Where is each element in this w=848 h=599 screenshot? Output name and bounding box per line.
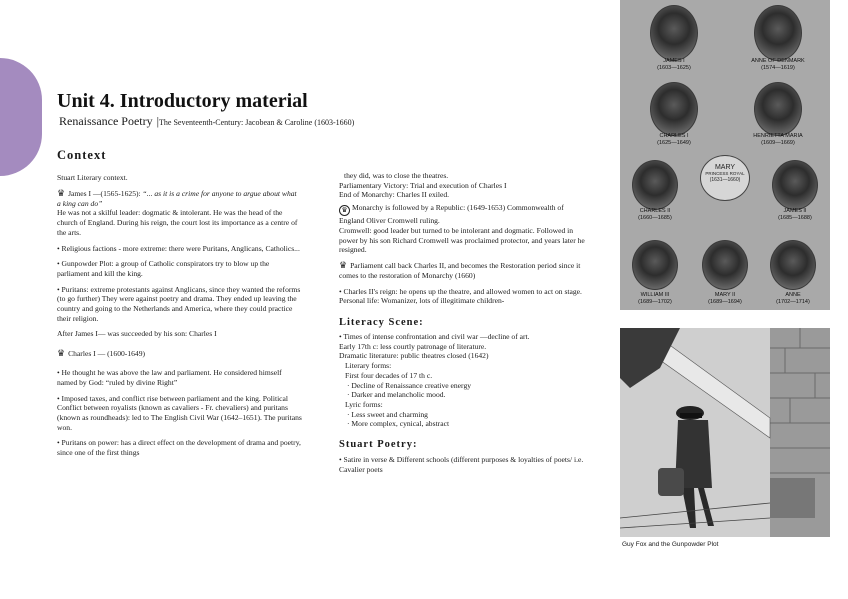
- stuart-poetry-line: • Satire in verse & Different schools (different purposes & loyalties of poets/ i.e. Cavalier poets: [339, 455, 584, 474]
- literacy-line: • Times of intense confrontation and civil war —decline of art.: [339, 332, 530, 342]
- james-quote: “... as it is a crime for anyone to argue about what a king can do”: [57, 188, 297, 208]
- succession-text: After James I— was succeeded by his son: Charles I: [57, 329, 217, 339]
- page-subtitle: [59, 112, 354, 130]
- stuart-family-portraits: [620, 0, 830, 310]
- label-mary-ii: MARY II (1689—1694): [708, 292, 742, 305]
- label-william-iii: WILLIAM III (1689—1702): [638, 292, 672, 305]
- republic-text: ♛ Monarchy is followed by a Republic: (1649-1653) Commonwealth of England Oliver Cromwell ruling.: [339, 203, 564, 226]
- crown-icon: ♛: [57, 349, 66, 360]
- crown-icon: ♛: [57, 188, 66, 199]
- gunpowder-plot-engraving: [620, 328, 830, 537]
- literacy-line: Literary forms:: [345, 361, 392, 371]
- label-mary-princess-royal: MARY PRINCESS ROYAL (1631—1660): [700, 155, 750, 201]
- portrait-james-ii: [772, 160, 818, 210]
- james-heading: ♛ James I —(1565-1625): “... as it is a crime for anyone to argue about what a king can do”: [57, 188, 297, 208]
- charles-heading: ♛ Charles I — (1600-1649): [57, 349, 146, 360]
- portrait-james-i: [650, 5, 698, 61]
- continuation-text: they did, was to close the theatres.: [344, 171, 449, 180]
- label-james-ii: JAMES II (1685—1688): [778, 208, 812, 221]
- portrait-charles-i: [650, 82, 698, 136]
- portrait-anne: [770, 240, 816, 290]
- crown-icon: ♛: [339, 260, 348, 271]
- portrait-charles-ii: [632, 160, 678, 210]
- label-anne: ANNE (1702—1714): [776, 292, 810, 305]
- engraving-illustration: [620, 328, 830, 537]
- literacy-line: First four decades of 17 th c.: [345, 370, 433, 380]
- portrait-anne-of-denmark: [754, 5, 802, 61]
- literacy-line: Dramatic literature: public theatres closed (1642): [339, 351, 489, 361]
- label-james-i: JAMES I (1603—1625): [657, 58, 691, 71]
- literacy-line: Early 17th c: less courtly patronage of literature.: [339, 341, 487, 351]
- puritans-text: • Puritans: extreme protestants against Anglicans, since they wanted the reforms (to go further) They were against poetry and drama. They ended up leaving the country and going to the Netherlands and America, where they could practice their religion.: [57, 284, 301, 323]
- subtitle-main: Renaissance Poetry: [59, 114, 153, 128]
- purple-tab-decoration: [0, 58, 42, 176]
- subtitle-detail: The Seventeenth-Century: Jacobean & Caroline (1603-1660): [159, 118, 355, 127]
- image-caption: Guy Fox and the Gunpowder Plot: [622, 541, 719, 548]
- literacy-line: · More complex, cynical, abstract: [347, 419, 450, 429]
- page-title: Unit 4. Introductory material: [57, 90, 308, 112]
- literacy-line: · Less sweet and charming: [347, 409, 428, 419]
- portrait-mary-ii: [702, 240, 748, 290]
- literacy-line: · Darker and melancholic mood.: [347, 390, 446, 400]
- literacy-heading: Literacy Scene:: [339, 317, 424, 329]
- parliamentary-victory: Parliamentary Victory: Trial and execution of Charles I: [339, 180, 507, 190]
- coin-icon: ♛: [339, 205, 350, 216]
- context-intro: Stuart Literary context.: [57, 173, 128, 182]
- charles-ii-reign: • Charles II's reign: he opens up the theatre, and allowed women to act on stage. Personal life: Womanizer, lots of illegitimate children-: [339, 286, 582, 306]
- cromwell-text: Cromwell: good leader but turned to be intolerant and dogmatic. Followed in power by his son Richard Cromwell was proclaimed protector, and years later he resigned.: [339, 225, 585, 255]
- second-column: [339, 171, 587, 480]
- label-henrietta-maria: HENRIETTA MARIA (1609—1669): [753, 133, 803, 146]
- label-charles-ii: CHARLES II (1660—1685): [638, 208, 672, 221]
- james-description: He was not a skilful leader: dogmatic & intolerant. He was the head of the church of England. During his reign, the court lost its importance as a centre of the arts.: [57, 208, 298, 237]
- subtitle-separator: |: [156, 114, 160, 128]
- portrait-william-iii: [632, 240, 678, 290]
- literacy-line: · Decline of Renaissance creative energy: [347, 380, 472, 390]
- label-charles-i: CHARLES I (1625—1649): [657, 133, 691, 146]
- label-anne-of-denmark: ANNE OF DENMARK (1574—1619): [751, 58, 805, 71]
- gunpowder-plot: • Gunpowder Plot: a group of Catholic conspirators try to blow up the parliament and kill the king.: [57, 259, 270, 278]
- end-of-monarchy: End of Monarchy: Charles II exiled.: [339, 190, 450, 200]
- puritans-power: • Puritans on power: has a direct effect on the development of drama and poetry, since one of the first things: [57, 438, 301, 458]
- context-heading: Context: [57, 148, 107, 162]
- context-column: [57, 173, 302, 464]
- stuart-poetry-heading: Stuart Poetry:: [339, 439, 418, 451]
- portrait-henrietta-maria: [754, 82, 802, 136]
- charles-taxes: • Imposed taxes, and conflict rise between parliament and the king. Political Conflict between royalists (known as cavaliers - Fr. chevaliers) and puritans (known as roundheads): led to The English Civil War (1642–1651). The puritans won.: [57, 393, 302, 432]
- literacy-line: Lyric forms:: [345, 399, 383, 409]
- charles-divine-right: • He thought he was above the law and parliament. He considered himself named by God: “ruled by divine Right”: [57, 368, 282, 387]
- parliament-call-back: ♛ Parliament call back Charles II, and becomes the Restoration period since it comes to the restoration of Monarchy (1660): [339, 260, 581, 280]
- religious-factions: • Religious factions - more extreme: there were Puritans, Anglicans, Catholics...: [57, 243, 300, 253]
